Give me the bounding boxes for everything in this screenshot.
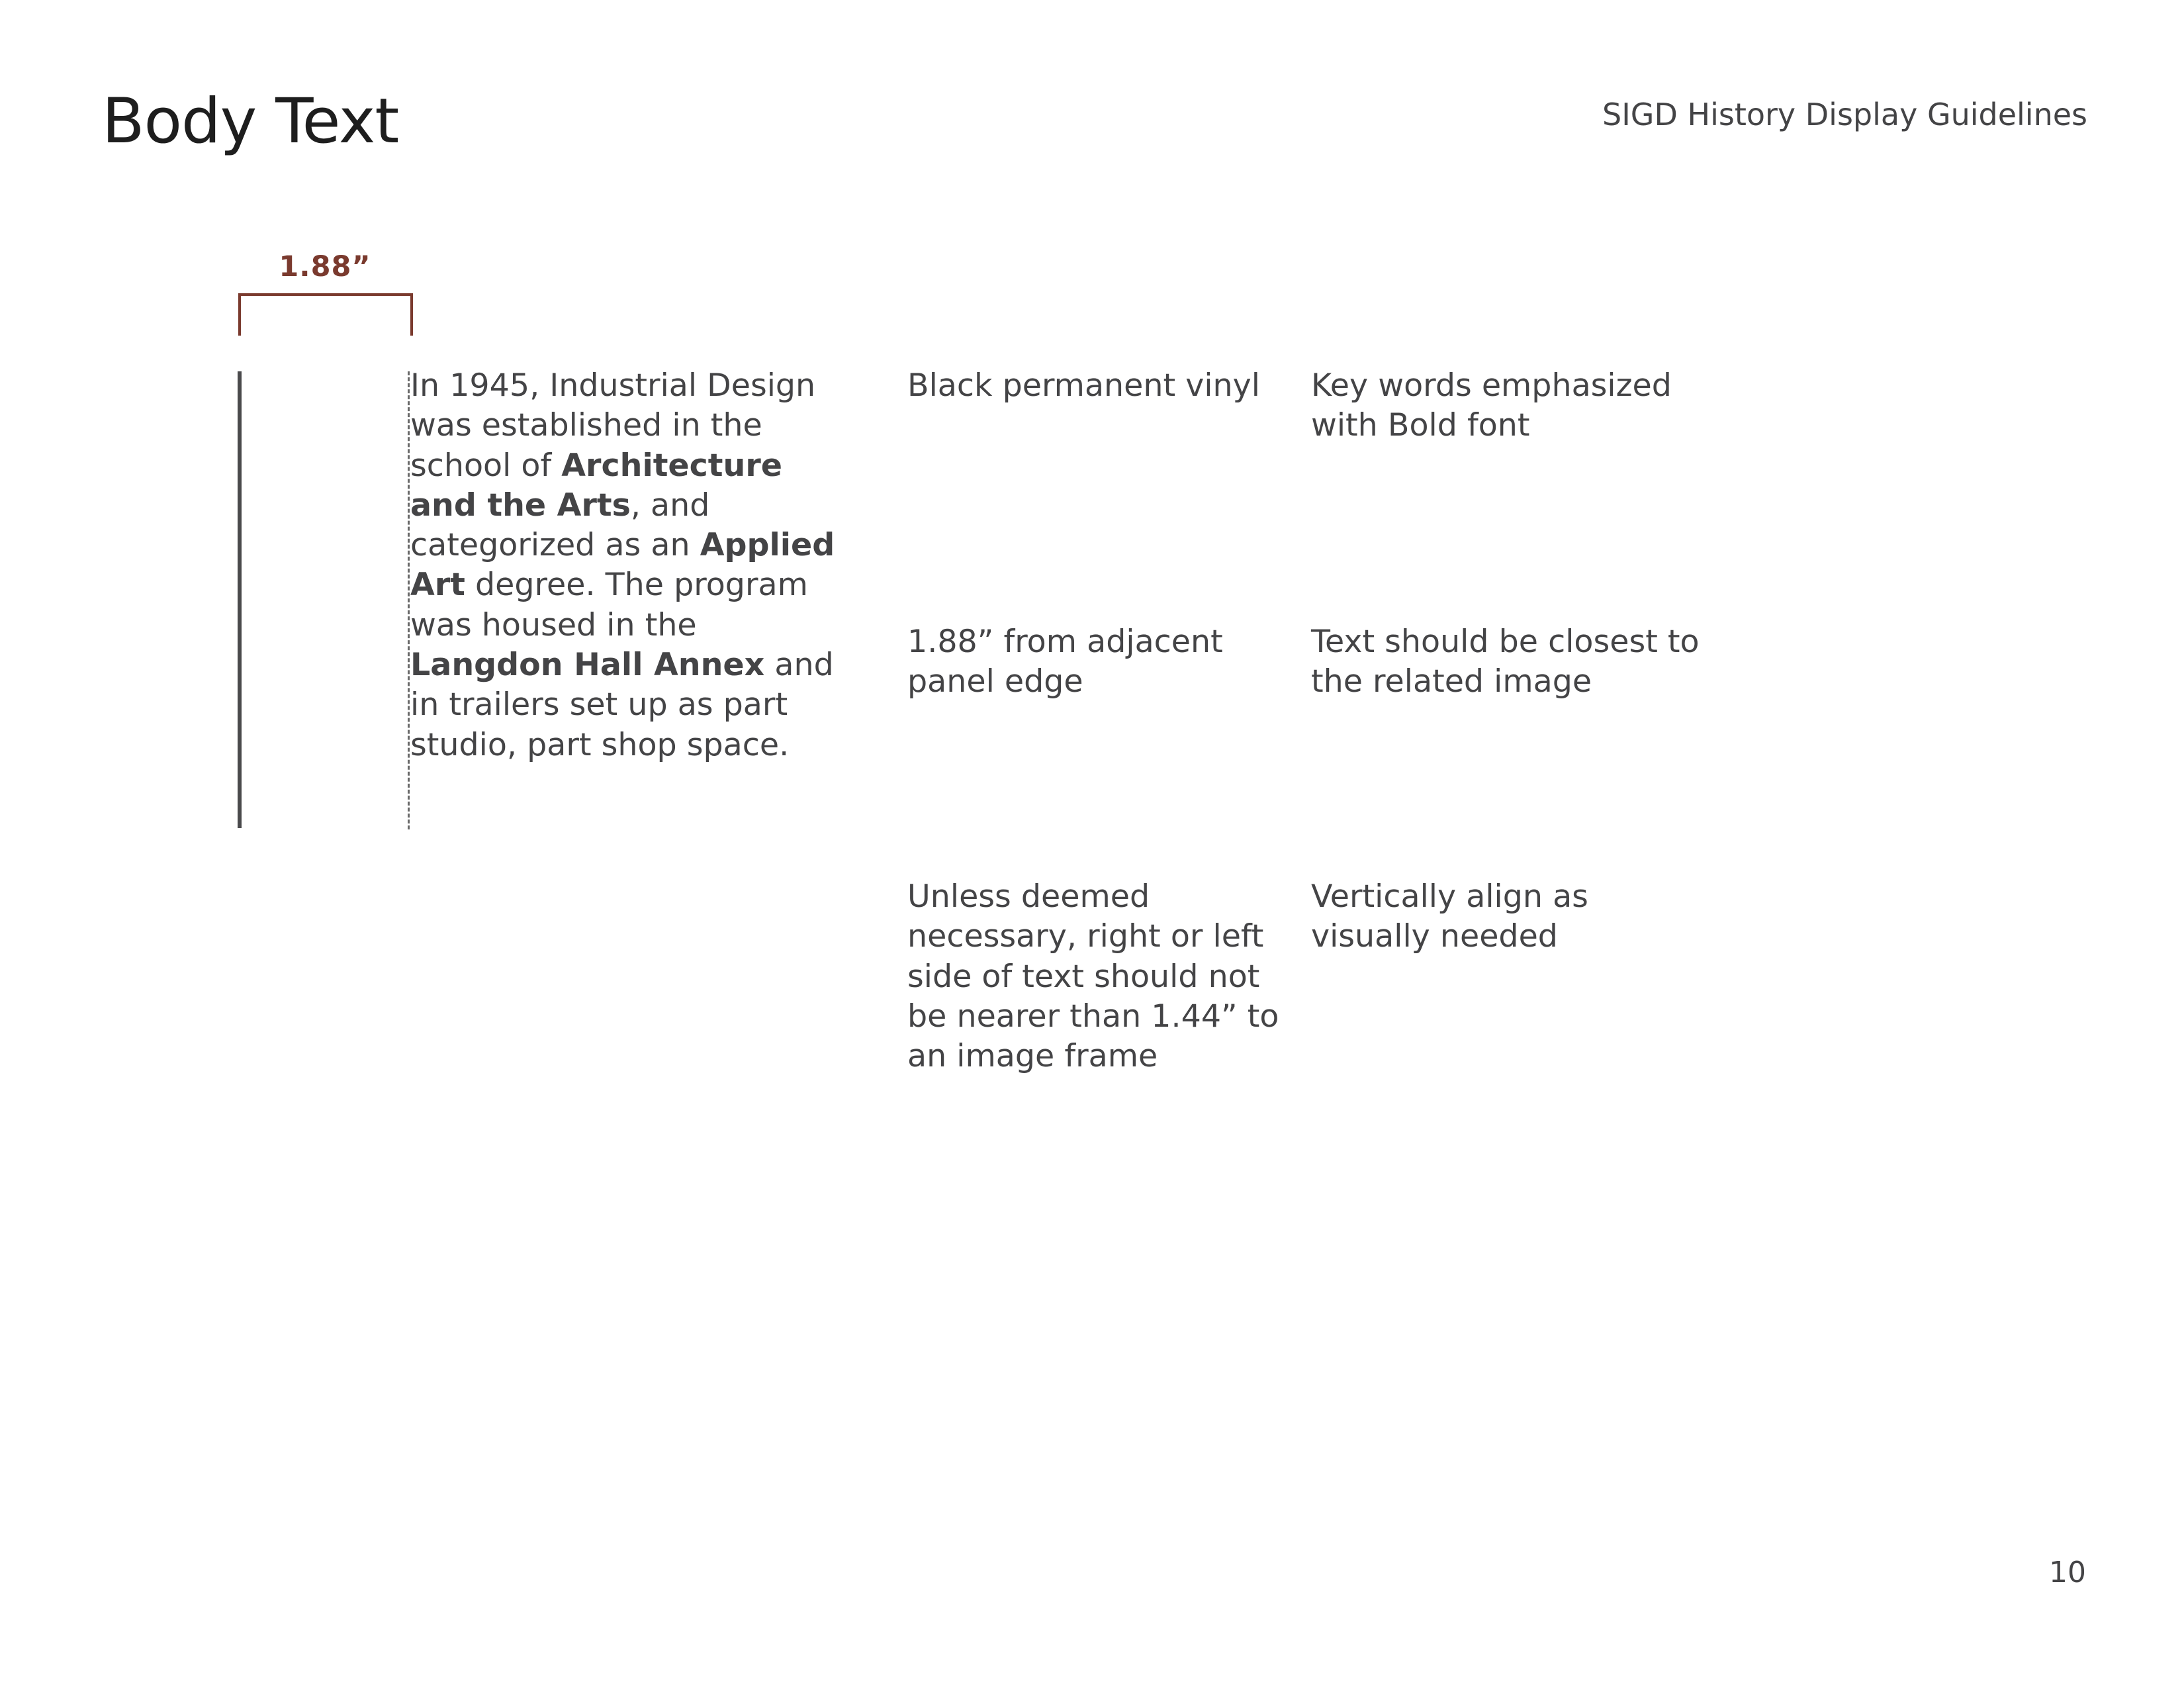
sample-bold-text: Architecture and the Arts [410,447,782,524]
sample-bold-text: Applied Art [410,527,835,604]
panel-edge-line [238,371,242,828]
page-number: 10 [2049,1556,2086,1589]
note-frame-distance: Unless deemed necessary, right or left side of text should not be nearer than 1.44” to an image frame [907,878,1279,1075]
body-text-sample [410,366,847,765]
sample-text: , and categorized as an [410,487,710,564]
sample-text: In 1945, Industrial Design was established in the school of [410,367,816,484]
note-edge-distance: 1.88” from adjacent panel edge [907,624,1223,700]
note-bold-keywords: Key words emphasized with Bold font [1311,367,1672,444]
page-title: Body Text [102,85,399,158]
measurement-label: 1.88” [279,250,371,283]
document-header: SIGD History Display Guidelines [1602,97,2087,132]
note-vinyl: Black permanent vinyl [907,367,1260,404]
measurement-bracket [238,293,413,336]
note-closest-image: Text should be closest to the related image [1311,624,1700,700]
sample-text: degree. The program was housed in the [410,567,808,643]
note-vertical-align: Vertically align as visually needed [1311,878,1588,955]
text-alignment-guide [408,371,410,829]
sample-bold-text: Langdon Hall Annex [410,647,765,684]
sample-text: and in trailers set up as part studio, part shop space. [410,647,834,763]
